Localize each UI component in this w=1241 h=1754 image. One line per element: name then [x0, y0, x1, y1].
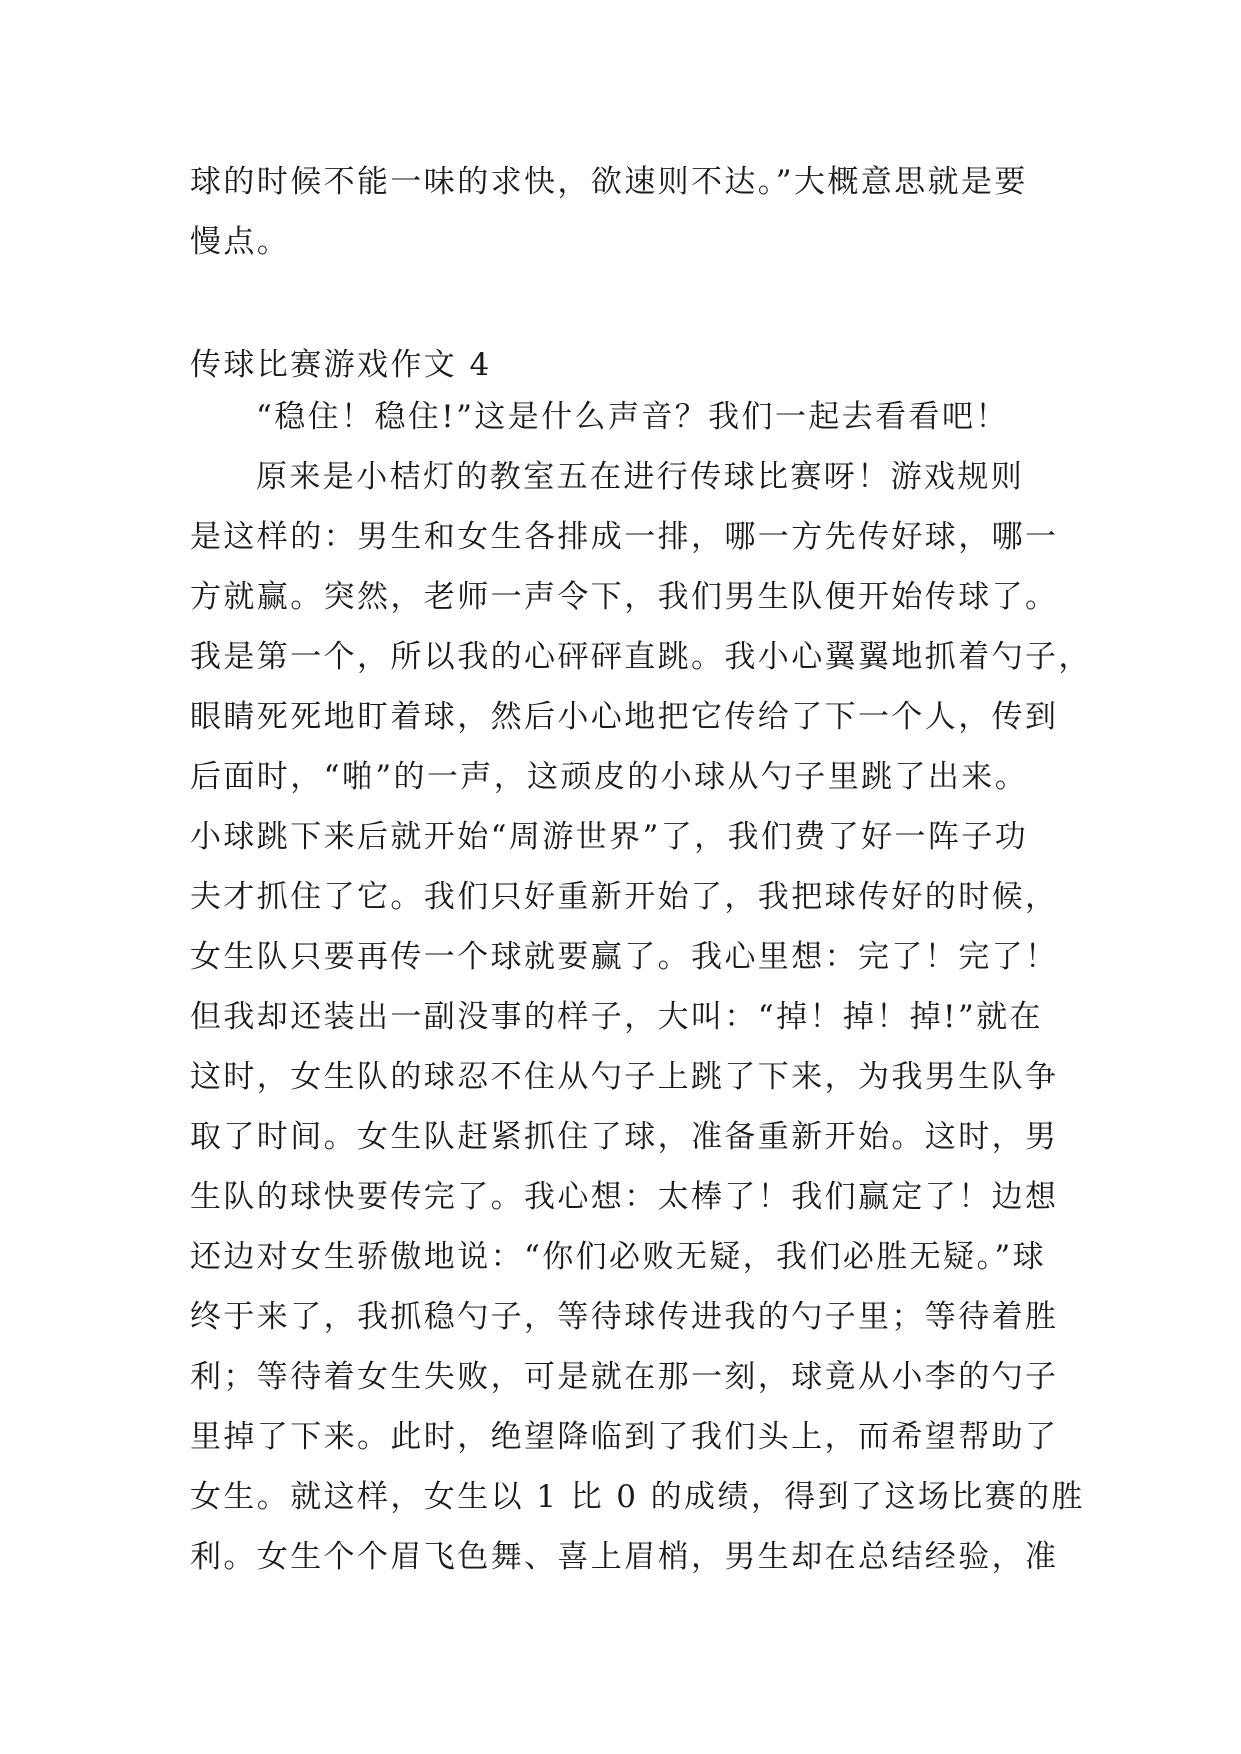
text-line: 终于来了，我抓稳勺子，等待球传进我的勺子里；等待着胜 [190, 1299, 1059, 1335]
text-line: 但我却还装出一副没事的样子，大叫：“掉！掉！掉!”就在 [190, 999, 1043, 1035]
text-line: 女生。就这样，女生以 1 比 0 的成绩，得到了这场比赛的胜 [190, 1479, 1085, 1515]
text-line: 生队的球快要传完了。我心想：太棒了！我们赢定了！边想 [190, 1179, 1059, 1215]
continuation-paragraph [190, 152, 1070, 272]
paragraph-1: “稳住！稳住!”这是什么声音？我们一起去看看吧！ [256, 399, 1009, 435]
text-line: 慢点。 [190, 224, 291, 260]
text-line: 后面时，“啪”的一声，这顽皮的小球从勺子里跳了出来。 [190, 759, 1029, 795]
text-line: 原来是小桔灯的教室五在进行传球比赛呀！游戏规则 [256, 459, 1025, 495]
text-line: 还边对女生骄傲地说：“你们必败无疑，我们必胜无疑。”球 [190, 1239, 1046, 1275]
text-line: 是这样的：男生和女生各排成一排，哪一方先传好球，哪一 [190, 519, 1059, 555]
text-line: 利。女生个个眉飞色舞、喜上眉梢，男生却在总结经验，准 [190, 1539, 1059, 1575]
text-line: 里掉了下来。此时，绝望降临到了我们头上，而希望帮助了 [190, 1419, 1059, 1455]
section-heading: 传球比赛游戏作文 4 [190, 347, 492, 383]
text-line: 球的时候不能一味的求快，欲速则不达。”大概意思就是要 [190, 164, 1028, 200]
text-line: 女生队只要再传一个球就要赢了。我心里想：完了！完了！ [190, 939, 1059, 975]
text-line: 方就赢。突然，老师一声令下，我们男生队便开始传球了。 [190, 579, 1059, 615]
text-line: 这时，女生队的球忍不住从勺子上跳了下来，为我男生队争 [190, 1059, 1059, 1095]
essay-body [190, 387, 1092, 1587]
text-line: 我是第一个，所以我的心砰砰直跳。我小心翼翼地抓着勺子， [190, 639, 1092, 675]
text-line: 利；等待着女生失败，可是就在那一刻，球竟从小李的勺子 [190, 1359, 1059, 1395]
text-line: 夫才抓住了它。我们只好重新开始了，我把球传好的时候， [190, 879, 1059, 915]
text-line: 小球跳下来后就开始“周游世界”了，我们费了好一阵子功 [190, 819, 1029, 855]
text-line: 眼睛死死地盯着球，然后小心地把它传给了下一个人，传到 [190, 699, 1059, 735]
text-line: 取了时间。女生队赶紧抓住了球，准备重新开始。这时，男 [190, 1119, 1059, 1155]
